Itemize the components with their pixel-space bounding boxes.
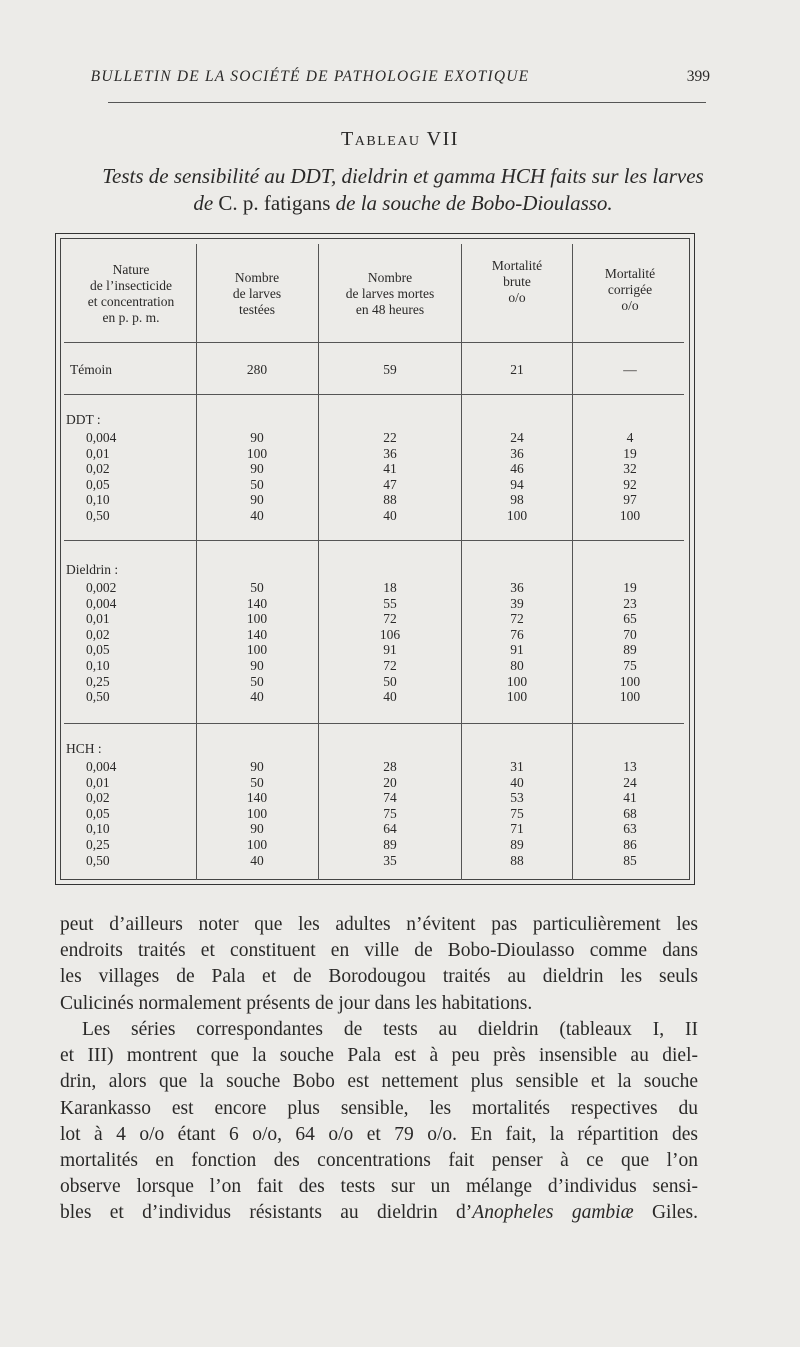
paragraph-2 (60, 1017, 698, 1227)
cell-dead: 72 (383, 611, 397, 627)
cell-corrected: 100 (619, 508, 641, 523)
text-line: Karankasso est encore plus sensible, les mortalités respectives du (60, 1097, 698, 1119)
cell-concentration: 0,01 (86, 774, 110, 790)
cell-concentration: 0,02 (86, 790, 110, 806)
text-line-last (60, 1200, 698, 1226)
column-divider (318, 244, 319, 880)
cell-dead: 55 (383, 595, 397, 611)
cell-corrected: 63 (623, 821, 637, 837)
cell-concentration: 0,10 (86, 658, 110, 673)
cell-corrected: 92 (623, 476, 637, 492)
cell-tested: 40 (250, 852, 264, 868)
cell-dead: 20 (383, 774, 397, 790)
cell-tested: 90 (250, 759, 264, 774)
cell-tested: 140 (246, 790, 268, 806)
header-text: en 48 heures (355, 302, 425, 317)
cell-raw: 31 (510, 759, 524, 774)
cell-concentration: 0,02 (86, 626, 110, 642)
cell-raw: 71 (510, 821, 524, 837)
cell-concentration: 0,50 (86, 508, 110, 523)
header-text: et concentration (87, 294, 175, 309)
cell-corrected: 19 (623, 580, 637, 595)
cell-tested: 100 (246, 611, 268, 627)
cell-raw: 88 (510, 852, 524, 868)
column-divider (572, 244, 573, 880)
text-line: peut d’ailleurs noter que les adultes n’évitent pas particulièrement les (60, 914, 698, 935)
cell-concentration: 0,01 (86, 611, 110, 627)
page-number: 399 (686, 68, 710, 85)
header-text: en p. p. m. (102, 310, 160, 325)
cell-corrected: 75 (623, 658, 637, 673)
cell-dead: 40 (383, 689, 397, 705)
cell-raw: 100 (506, 673, 528, 689)
header-text: o/o (508, 290, 526, 305)
header-col-3 (320, 270, 460, 318)
group-label: Dieldrin : (66, 562, 119, 577)
cell-dead: 36 (383, 445, 397, 461)
cell-corrected: 4 (626, 430, 634, 445)
caption-species: C. p. fatigans (218, 191, 331, 215)
cell-corrected: 68 (623, 805, 637, 821)
cell-raw: 100 (506, 689, 528, 705)
cell-concentration: 0,05 (86, 476, 110, 492)
cell-tested: 90 (250, 821, 264, 837)
text-fragment: Giles. (633, 1202, 699, 1224)
cell-tested: 50 (250, 673, 264, 689)
cell-raw: 94 (510, 476, 524, 492)
text-line: Culicinés normalement présents de jour dans les habitations. (60, 992, 533, 1014)
cell-concentration: 0,004 (86, 759, 117, 774)
cell-tested: 50 (250, 476, 264, 492)
group-label: DDT : (66, 412, 101, 427)
cell-corrected: 89 (623, 642, 637, 658)
cell-dead: 28 (383, 759, 397, 774)
header-col-2 (198, 270, 316, 318)
cell-raw: 53 (510, 790, 524, 806)
header-text: brute (503, 274, 531, 289)
cell-raw: 89 (510, 837, 524, 852)
text-line: lot à 4 o/o étant 6 o/o, 64 o/o et 79 o/o. En fait, la répartition des (60, 1123, 698, 1145)
row-divider (64, 723, 684, 724)
cell-tested: 140 (246, 595, 268, 611)
cell-concentration: 0,10 (86, 821, 110, 837)
cell-raw: 100 (506, 508, 528, 523)
cell-corrected: 85 (623, 852, 637, 868)
paragraph-1 (60, 912, 698, 1017)
header-rule (108, 102, 706, 103)
cell-dead: 41 (383, 461, 397, 477)
cell-concentration: 0,50 (86, 689, 110, 705)
cell-corrected: 97 (623, 492, 637, 508)
cell-raw: 75 (510, 805, 524, 821)
text-fragment: bles et d’individus résistants au dieldrin d’ (60, 1202, 473, 1224)
header-text: de larves mortes (345, 286, 435, 301)
cell-concentration: 0,01 (86, 445, 110, 461)
cell-corrected: 100 (619, 673, 641, 689)
cell-tested: 90 (250, 430, 264, 445)
cell-dead: 47 (383, 476, 397, 492)
cell-corrected: 13 (623, 759, 637, 774)
cell-tested: 40 (250, 689, 264, 705)
table-title: Tableau VII (341, 128, 459, 150)
row-divider (64, 342, 684, 343)
header-col-5 (574, 266, 686, 314)
cell-dead: 35 (383, 852, 397, 868)
header-text: Mortalité (604, 266, 656, 281)
caption-post: de la souche de Bobo-Dioulasso. (335, 191, 613, 215)
text-line: drin, alors que la souche Bobo est nettement plus sensible et la souche (60, 1071, 698, 1093)
cell-raw: 36 (510, 580, 524, 595)
cell-dead: 106 (379, 626, 401, 642)
header-text: Nombre (367, 270, 413, 285)
temoin-dead: 59 (383, 362, 397, 377)
cell-raw: 24 (510, 430, 524, 445)
cell-tested: 40 (250, 508, 264, 523)
species-name: Anopheles gambiæ (472, 1202, 634, 1224)
cell-raw: 36 (510, 445, 524, 461)
cell-concentration: 0,05 (86, 805, 110, 821)
header-text: corrigée (607, 282, 653, 297)
cell-dead: 64 (383, 821, 397, 837)
cell-raw: 72 (510, 611, 524, 627)
cell-concentration: 0,05 (86, 642, 110, 658)
temoin-corrected: — (623, 362, 637, 377)
cell-corrected: 70 (623, 626, 637, 642)
cell-concentration: 0,02 (86, 461, 110, 477)
header-text: Nombre (234, 270, 280, 285)
header-col-1 (66, 262, 196, 326)
cell-raw: 91 (510, 642, 524, 658)
text-line: mortalités en fonction des concentrations fait penser à ce que l’on (60, 1150, 698, 1172)
caption-line-1: Tests de sensibilité au DDT, dieldrin et gamma HCH faits sur les larves (102, 164, 704, 188)
cell-dead: 22 (383, 430, 397, 445)
column-divider (461, 244, 462, 880)
cell-raw: 98 (510, 492, 524, 508)
cell-dead: 72 (383, 658, 397, 673)
cell-dead: 89 (383, 837, 397, 852)
cell-dead: 74 (383, 790, 397, 806)
cell-corrected: 41 (623, 790, 637, 806)
row-divider (64, 540, 684, 541)
text-line: endroits traités et constituent en ville de Bobo-Dioulasso comme dans (60, 940, 698, 962)
cell-dead: 91 (383, 642, 397, 658)
header-text: de larves (232, 286, 282, 301)
cell-concentration: 0,10 (86, 492, 110, 508)
caption-pre: de (193, 191, 214, 215)
header-text: testées (239, 302, 275, 317)
data-table (55, 233, 695, 885)
header-text: Nature (112, 262, 150, 277)
cell-corrected: 32 (623, 461, 637, 477)
cell-concentration: 0,002 (86, 580, 117, 595)
cell-concentration: 0,25 (86, 837, 110, 852)
group-label: HCH : (66, 741, 102, 756)
temoin-tested: 280 (246, 362, 268, 377)
text-line: et III) montrent que la souche Pala est à peu près insensible au diel- (60, 1045, 698, 1067)
header-text: o/o (621, 298, 639, 313)
table-caption (48, 163, 758, 217)
cell-corrected: 86 (623, 837, 637, 852)
cell-dead: 50 (383, 673, 397, 689)
cell-tested: 100 (246, 642, 268, 658)
temoin-label: Témoin (70, 362, 112, 377)
cell-tested: 140 (246, 626, 268, 642)
header-text: de l’insecticide (89, 278, 173, 293)
cell-corrected: 65 (623, 611, 637, 627)
cell-tested: 50 (250, 774, 264, 790)
cell-dead: 75 (383, 805, 397, 821)
cell-tested: 100 (246, 445, 268, 461)
cell-raw: 46 (510, 461, 524, 477)
text-line: les villages de Pala et de Borodougou traités au dieldrin les seuls (60, 966, 698, 988)
cell-tested: 50 (250, 580, 264, 595)
cell-tested: 90 (250, 658, 264, 673)
running-title: BULLETIN DE LA SOCIÉTÉ DE PATHOLOGIE EXOTIQUE (90, 68, 530, 85)
cell-tested: 90 (250, 461, 264, 477)
cell-dead: 40 (383, 508, 397, 523)
cell-raw: 76 (510, 626, 524, 642)
cell-corrected: 23 (623, 595, 637, 611)
caption-line-2 (48, 190, 758, 217)
row-divider (64, 394, 684, 395)
cell-tested: 100 (246, 805, 268, 821)
cell-concentration: 0,004 (86, 595, 117, 611)
column-divider (196, 244, 197, 880)
cell-tested: 90 (250, 492, 264, 508)
cell-raw: 80 (510, 658, 524, 673)
cell-concentration: 0,25 (86, 673, 110, 689)
cell-raw: 39 (510, 595, 524, 611)
cell-raw: 40 (510, 774, 524, 790)
cell-tested: 100 (246, 837, 268, 852)
text-line: observe lorsque l’on fait des tests sur un mélange d’individus sensi- (60, 1176, 698, 1198)
header-col-4 (463, 258, 571, 306)
cell-corrected: 100 (619, 689, 641, 705)
cell-corrected: 24 (623, 774, 637, 790)
cell-concentration: 0,004 (86, 430, 117, 445)
cell-concentration: 0,50 (86, 852, 110, 868)
temoin-raw: 21 (510, 362, 524, 377)
header-text: Mortalité (491, 258, 543, 273)
cell-corrected: 19 (623, 445, 637, 461)
text-line: Les séries correspondantes de tests au dieldrin (tableaux I, II (82, 1019, 698, 1040)
cell-dead: 18 (383, 580, 397, 595)
cell-dead: 88 (383, 492, 397, 508)
